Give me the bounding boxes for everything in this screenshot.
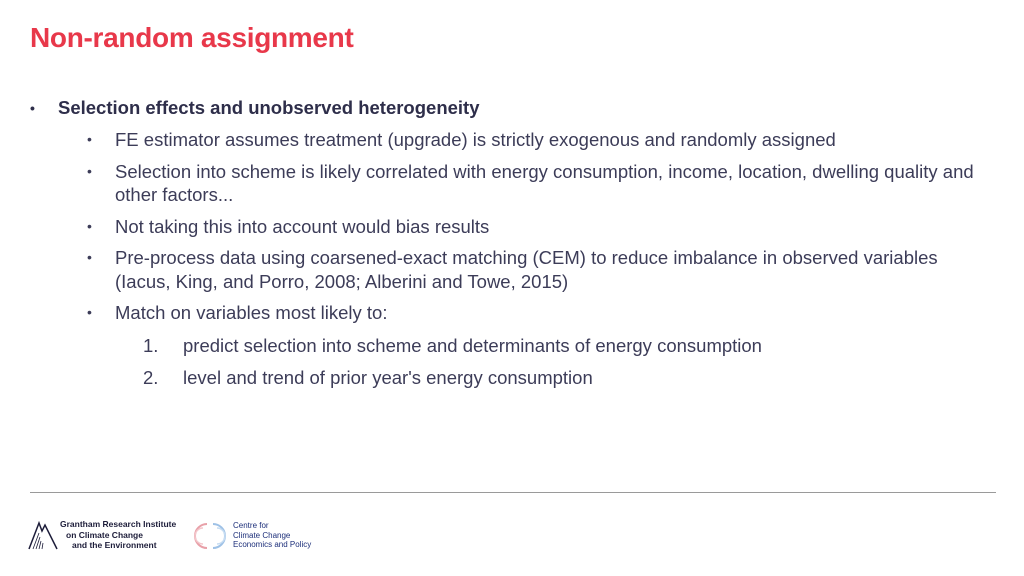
sub-bullet (30, 301, 990, 325)
grantham-logo-text (60, 519, 176, 551)
numbered-item-text: predict selection into scheme and determinants of energy consumption (183, 334, 762, 356)
sub-bullet (30, 246, 990, 293)
item-number: 2. (143, 367, 159, 388)
logo-line: Climate Change (233, 530, 291, 540)
item-number: 1. (143, 334, 159, 356)
cccep-logo-text (233, 521, 311, 550)
sub-bullet-text: Not taking this into account would bias results (115, 215, 490, 237)
sub-bullet (30, 215, 990, 239)
sub-bullet-text: Selection into scheme is likely correlated with energy consumption, income, location, dwelling quality and other factors... (115, 160, 974, 205)
bullet-icon: • (30, 100, 35, 116)
sub-bullet-text: Pre-process data using coarsened-exact matching (CEM) to reduce imbalance in observed variables (Iacus, King, and Porro, 2008; Alberini and Towe, 2015) (115, 247, 938, 292)
logo-line: on Climate Change (66, 529, 143, 540)
footer-divider (30, 492, 996, 493)
cccep-logo (193, 521, 333, 553)
grantham-logo (28, 519, 178, 551)
sub-bullet-text: FE estimator assumes treatment (upgrade) is strictly exogenous and randomly assigned (115, 129, 836, 150)
logo-line: and the Environment (72, 540, 157, 550)
logo-line: Centre for (233, 521, 269, 530)
numbered-item (30, 334, 990, 358)
logo-line: Economics and Policy (233, 540, 312, 549)
main-bullet-text: Selection effects and unobserved heterogeneity (58, 97, 480, 118)
main-bullet (30, 96, 990, 120)
sub-bullet (30, 160, 990, 207)
bullet-icon: • (87, 217, 92, 234)
mountain-icon (28, 519, 58, 551)
numbered-item-text: level and trend of prior year's energy consumption (183, 367, 593, 388)
sub-bullet-text: Match on variables most likely to: (115, 302, 388, 323)
slide-title: Non-random assignment (30, 22, 354, 53)
bullet-icon: • (87, 249, 92, 265)
cccep-emblem-icon (193, 521, 227, 551)
bullet-icon: • (87, 131, 92, 147)
logo-line: Grantham Research Institute (60, 519, 177, 529)
bullet-icon: • (87, 162, 92, 179)
sub-bullet (30, 128, 990, 152)
bullet-icon: • (87, 304, 92, 320)
numbered-item (30, 366, 990, 390)
slide-content (30, 96, 990, 390)
